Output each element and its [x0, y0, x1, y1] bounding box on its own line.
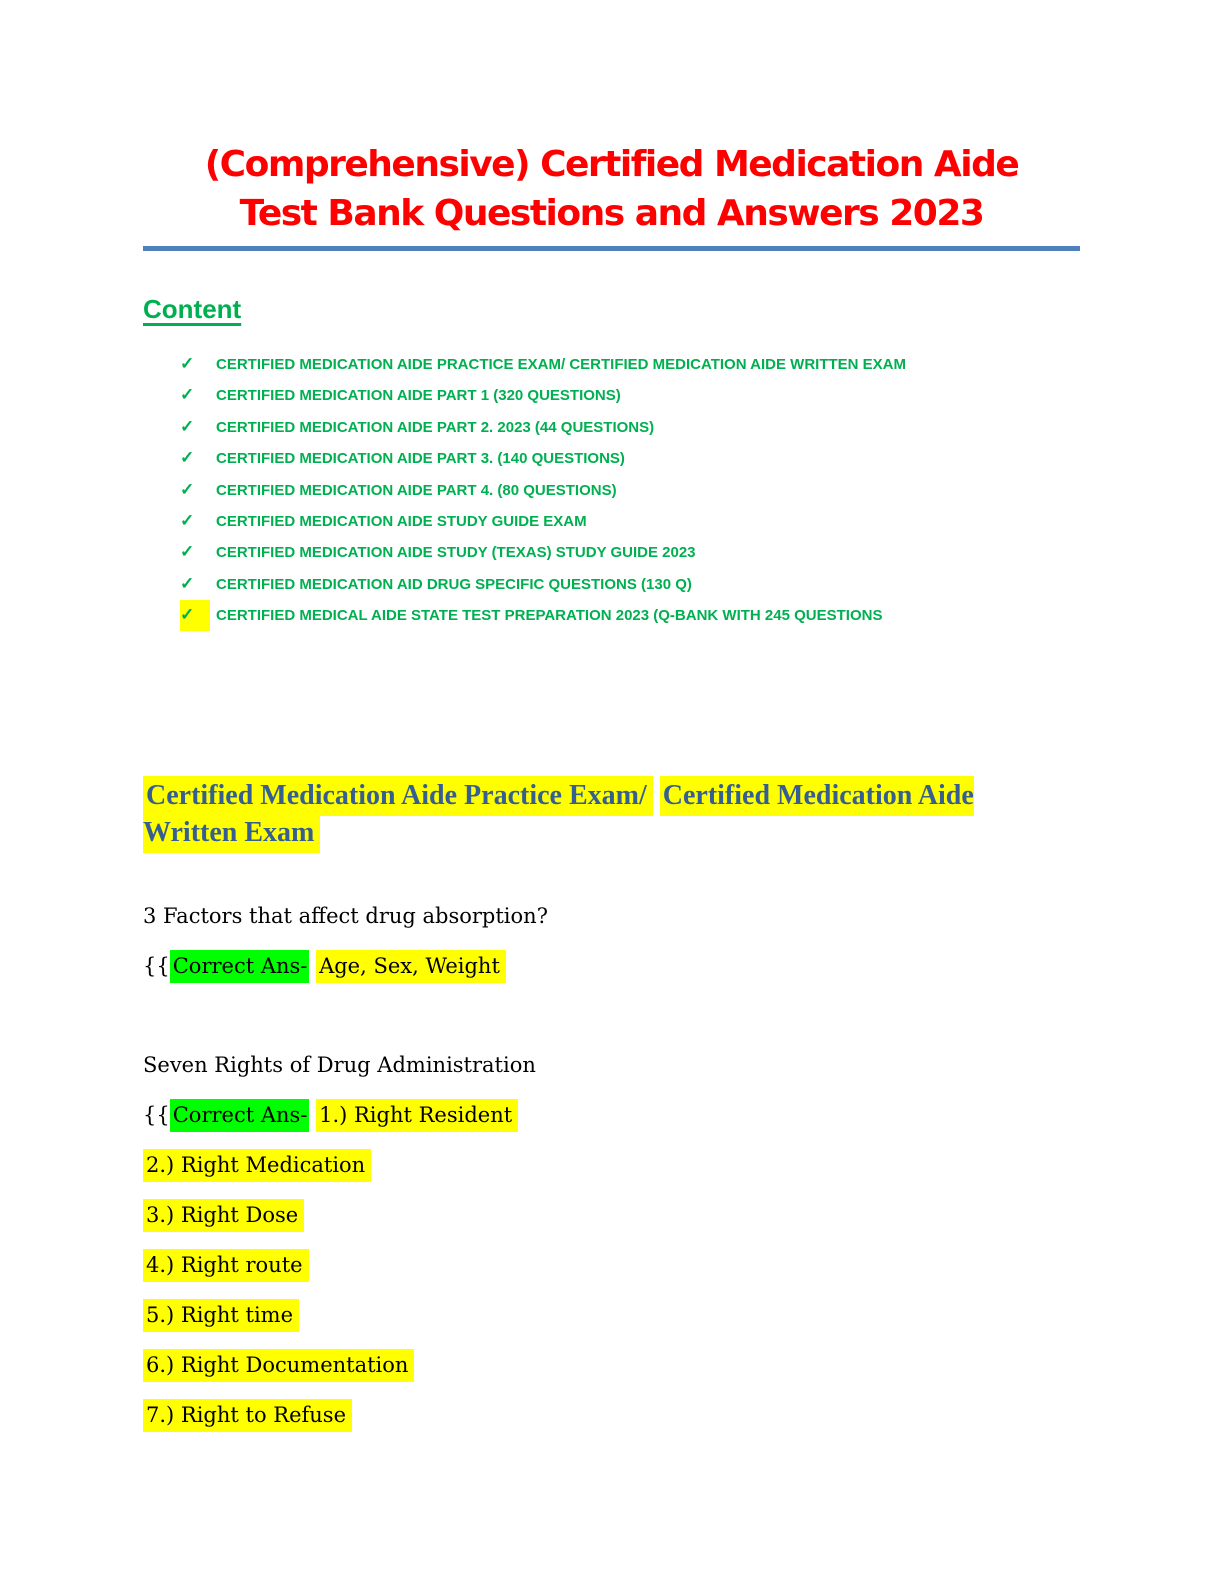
checklist-item-label: CERTIFIED MEDICATION AIDE PART 2. 2023 (44 QUESTIONS) — [216, 418, 655, 436]
document-title-line1: (Comprehensive) Certified Medication Aide — [204, 144, 1019, 185]
answer-2-line-text: 6.) Right Documentation — [143, 1349, 414, 1382]
question-1: 3 Factors that affect drug absorption? — [143, 903, 548, 928]
checklist-item — [180, 349, 1080, 380]
checkmark-icon: ✓ — [180, 600, 210, 630]
answer-2-line — [143, 1200, 1080, 1231]
checklist-item-label: CERTIFIED MEDICATION AIDE STUDY (TEXAS) STUDY GUIDE 2023 — [216, 544, 696, 562]
checklist-item — [180, 443, 1080, 474]
checkmark-icon: ✓ — [180, 511, 195, 531]
checklist-item — [180, 569, 1080, 600]
answer-1 — [143, 951, 1080, 982]
answer-2-line — [143, 1350, 1080, 1381]
checkmark-icon: ✓ — [180, 354, 195, 373]
section-heading — [143, 777, 1043, 851]
section-heading-highlight-1: Certified Medication Aide Practice Exam/ — [143, 776, 653, 816]
question-2: Seven Rights of Drug Administration — [143, 1052, 536, 1077]
section-heading-highlight-2: Certified Medication Aide Written Exam — [143, 776, 974, 853]
checklist-item — [180, 537, 1080, 568]
answer-2-line-text: 5.) Right time — [143, 1299, 299, 1332]
checklist-item — [180, 412, 1080, 443]
checkmark-icon: ✓ — [180, 479, 195, 499]
checklist-item — [180, 475, 1080, 506]
checklist-item — [180, 380, 1080, 411]
checkmark-icon: ✓ — [180, 448, 195, 468]
answer-2-prefix: {{ — [143, 1102, 170, 1127]
answer-2-text: 1.) Right Resident — [316, 1099, 518, 1132]
checklist-item-label: CERTIFIED MEDICATION AIDE PART 3. (140 QUESTIONS) — [216, 450, 625, 468]
checklist-item-label: CERTIFIED MEDICATION AIDE PART 1 (320 QUESTIONS) — [216, 387, 621, 405]
checklist-item-label: CERTIFIED MEDICATION AIDE STUDY GUIDE EXAM — [216, 513, 587, 531]
answer-1-text: Age, Sex, Weight — [316, 950, 506, 983]
checklist-item — [180, 600, 1080, 631]
checkmark-icon: ✓ — [180, 385, 195, 405]
document-title — [143, 0, 1080, 238]
answer-2 — [143, 1100, 1080, 1131]
checklist-item-label: CERTIFIED MEDICAL AIDE STATE TEST PREPARATION 2023 (Q-BANK WITH 245 QUESTIONS — [216, 607, 883, 625]
checklist-item-label: CERTIFIED MEDICATION AIDE PART 4. (80 QUESTIONS) — [216, 481, 617, 499]
correct-ans-label: Correct Ans- — [170, 1099, 310, 1132]
answer-2-line — [143, 1300, 1080, 1331]
title-divider — [143, 246, 1080, 251]
content-heading: Content — [143, 294, 242, 324]
checklist-item — [180, 506, 1080, 537]
answer-2-line-text: 2.) Right Medication — [143, 1149, 371, 1182]
correct-ans-label: Correct Ans- — [170, 950, 310, 983]
checklist-item-label: CERTIFIED MEDICATION AIDE PRACTICE EXAM/ CERTIFIED MEDICATION AIDE WRITTEN EXAM — [216, 356, 906, 373]
checkmark-icon: ✓ — [180, 416, 195, 436]
document-title-line2: Test Bank Questions and Answers 2023 — [239, 193, 984, 234]
answer-2-line-text: 4.) Right route — [143, 1249, 309, 1282]
content-checklist — [180, 349, 1080, 632]
answer-2-line — [143, 1250, 1080, 1281]
answer-2-line-text: 3.) Right Dose — [143, 1199, 304, 1232]
checklist-item-label: CERTIFIED MEDICATION AID DRUG SPECIFIC QUESTIONS (130 Q) — [216, 575, 692, 593]
answer-1-prefix: {{ — [143, 953, 170, 978]
answer-2-line-text: 7.) Right to Refuse — [143, 1399, 352, 1432]
checkmark-icon: ✓ — [180, 542, 195, 562]
checkmark-icon: ✓ — [180, 573, 195, 593]
answer-2-line — [143, 1150, 1080, 1181]
answer-2-line — [143, 1400, 1080, 1431]
